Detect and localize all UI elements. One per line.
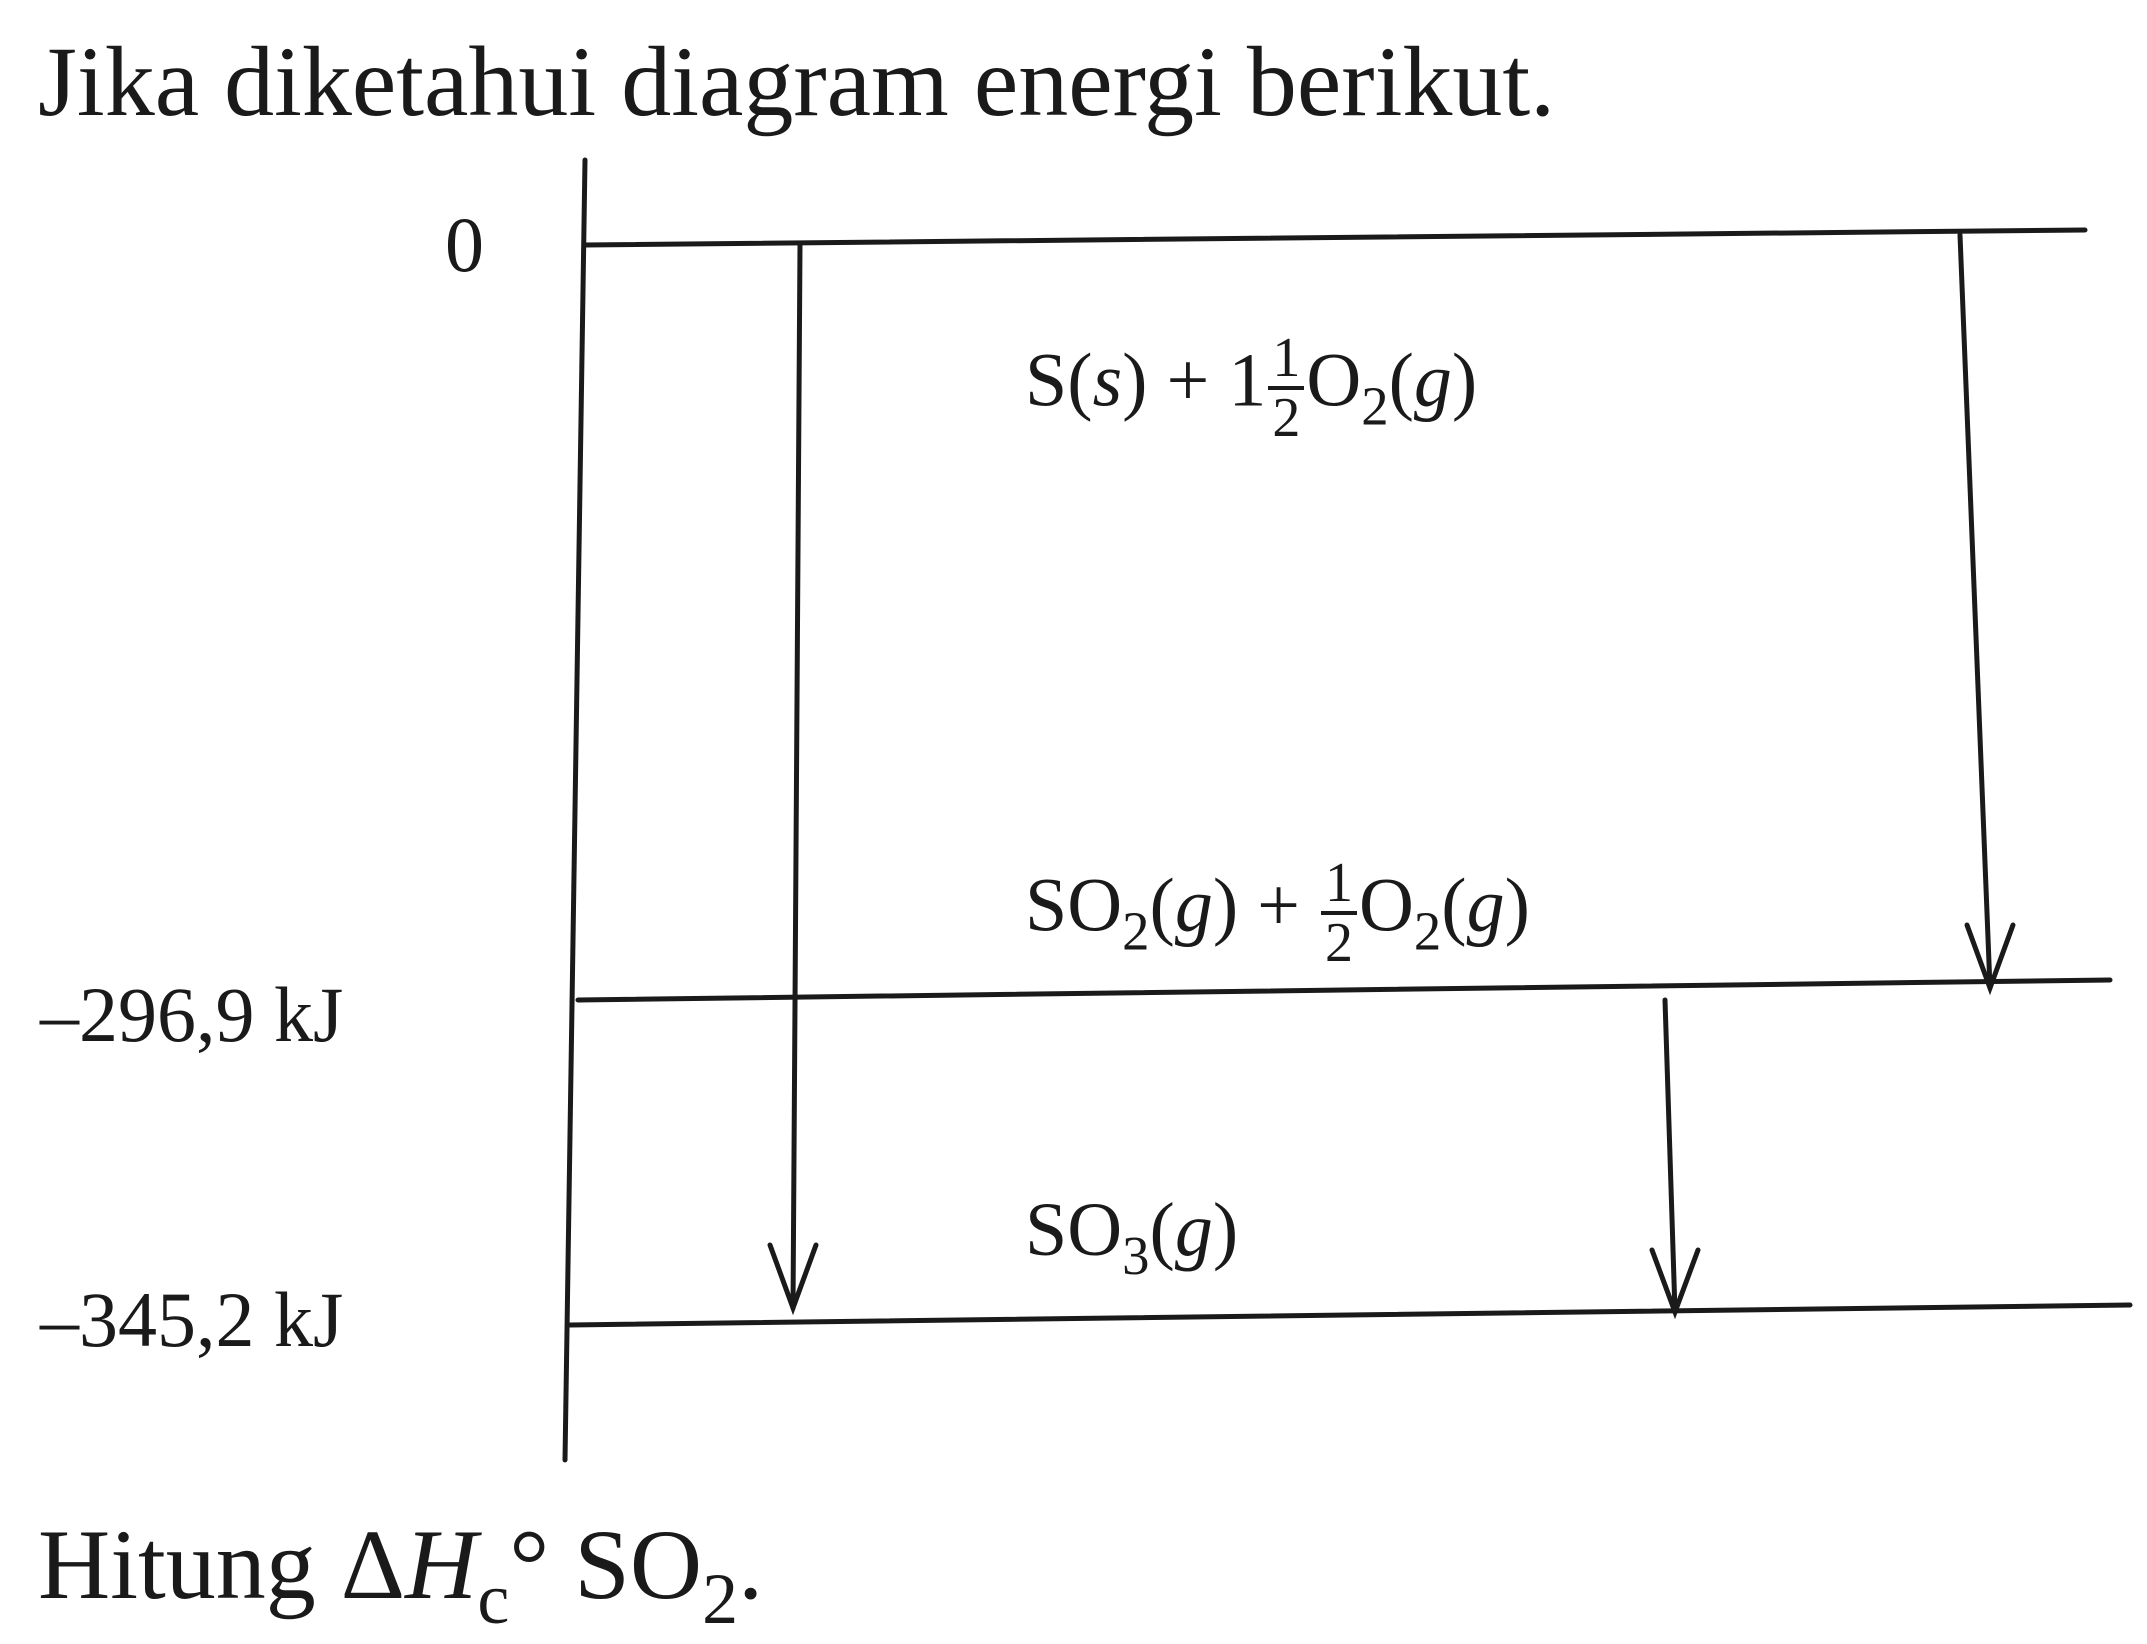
subscript: 2	[1122, 900, 1150, 962]
axis-label-zero: 0	[445, 201, 484, 288]
delta-h-symbol: ΔH	[340, 1509, 478, 1620]
species-label-mid	[1025, 852, 1530, 974]
subscript: c	[477, 1559, 510, 1640]
arrow-shaft-left	[793, 245, 800, 1308]
fraction	[1321, 852, 1357, 974]
question-text	[38, 1505, 764, 1640]
state-symbol: g	[1413, 338, 1452, 423]
subscript: 3	[1122, 1225, 1150, 1287]
species-text: )	[1212, 1188, 1239, 1272]
species-text: SO	[574, 1509, 703, 1620]
state-symbol: g	[1174, 863, 1213, 948]
level-line-mid	[578, 980, 2110, 1000]
species-text: (	[1388, 338, 1414, 423]
species-text: )	[1451, 338, 1478, 423]
intro-text: Jika diketahui diagram energi berikut.	[38, 26, 1556, 137]
species-text: (	[1149, 863, 1175, 948]
species-text: O	[1359, 863, 1414, 948]
subscript: 2	[1361, 375, 1389, 437]
subscript: 2	[1413, 900, 1442, 962]
species-text: (	[1149, 1188, 1175, 1272]
species-text: SO	[1025, 1188, 1123, 1272]
question-suffix: .	[738, 1509, 764, 1620]
fraction-numerator: 1	[1321, 855, 1357, 915]
state-symbol: g	[1466, 863, 1505, 948]
level-line-zero	[585, 230, 2085, 245]
energy-axis	[565, 160, 585, 1460]
fraction-denominator: 2	[1272, 387, 1301, 449]
species-text: (	[1441, 863, 1467, 948]
arrow-shaft-right	[1960, 235, 1990, 988]
fraction	[1268, 327, 1304, 449]
axis-label-low: –345,2 kJ	[40, 1276, 344, 1363]
subscript: 2	[702, 1559, 739, 1640]
state-symbol: g	[1174, 1188, 1213, 1272]
species-label-top	[1025, 327, 1478, 449]
fraction-numerator: 1	[1268, 330, 1304, 390]
species-text: ) + 1	[1122, 338, 1267, 423]
question-prefix: Hitung	[38, 1509, 341, 1620]
level-line-low	[570, 1305, 2130, 1325]
degree-symbol: °	[509, 1509, 550, 1620]
fraction-denominator: 2	[1325, 912, 1353, 974]
state-symbol: s	[1092, 338, 1123, 423]
species-text: O	[1306, 338, 1362, 423]
species-text: SO	[1025, 863, 1123, 948]
species-text: ) +	[1212, 863, 1319, 948]
axis-label-mid: –296,9 kJ	[40, 971, 344, 1058]
species-text: S(	[1025, 338, 1093, 423]
species-text: )	[1504, 863, 1530, 948]
species-label-low	[1025, 1185, 1239, 1287]
arrow-shaft-mid	[1665, 1000, 1675, 1312]
